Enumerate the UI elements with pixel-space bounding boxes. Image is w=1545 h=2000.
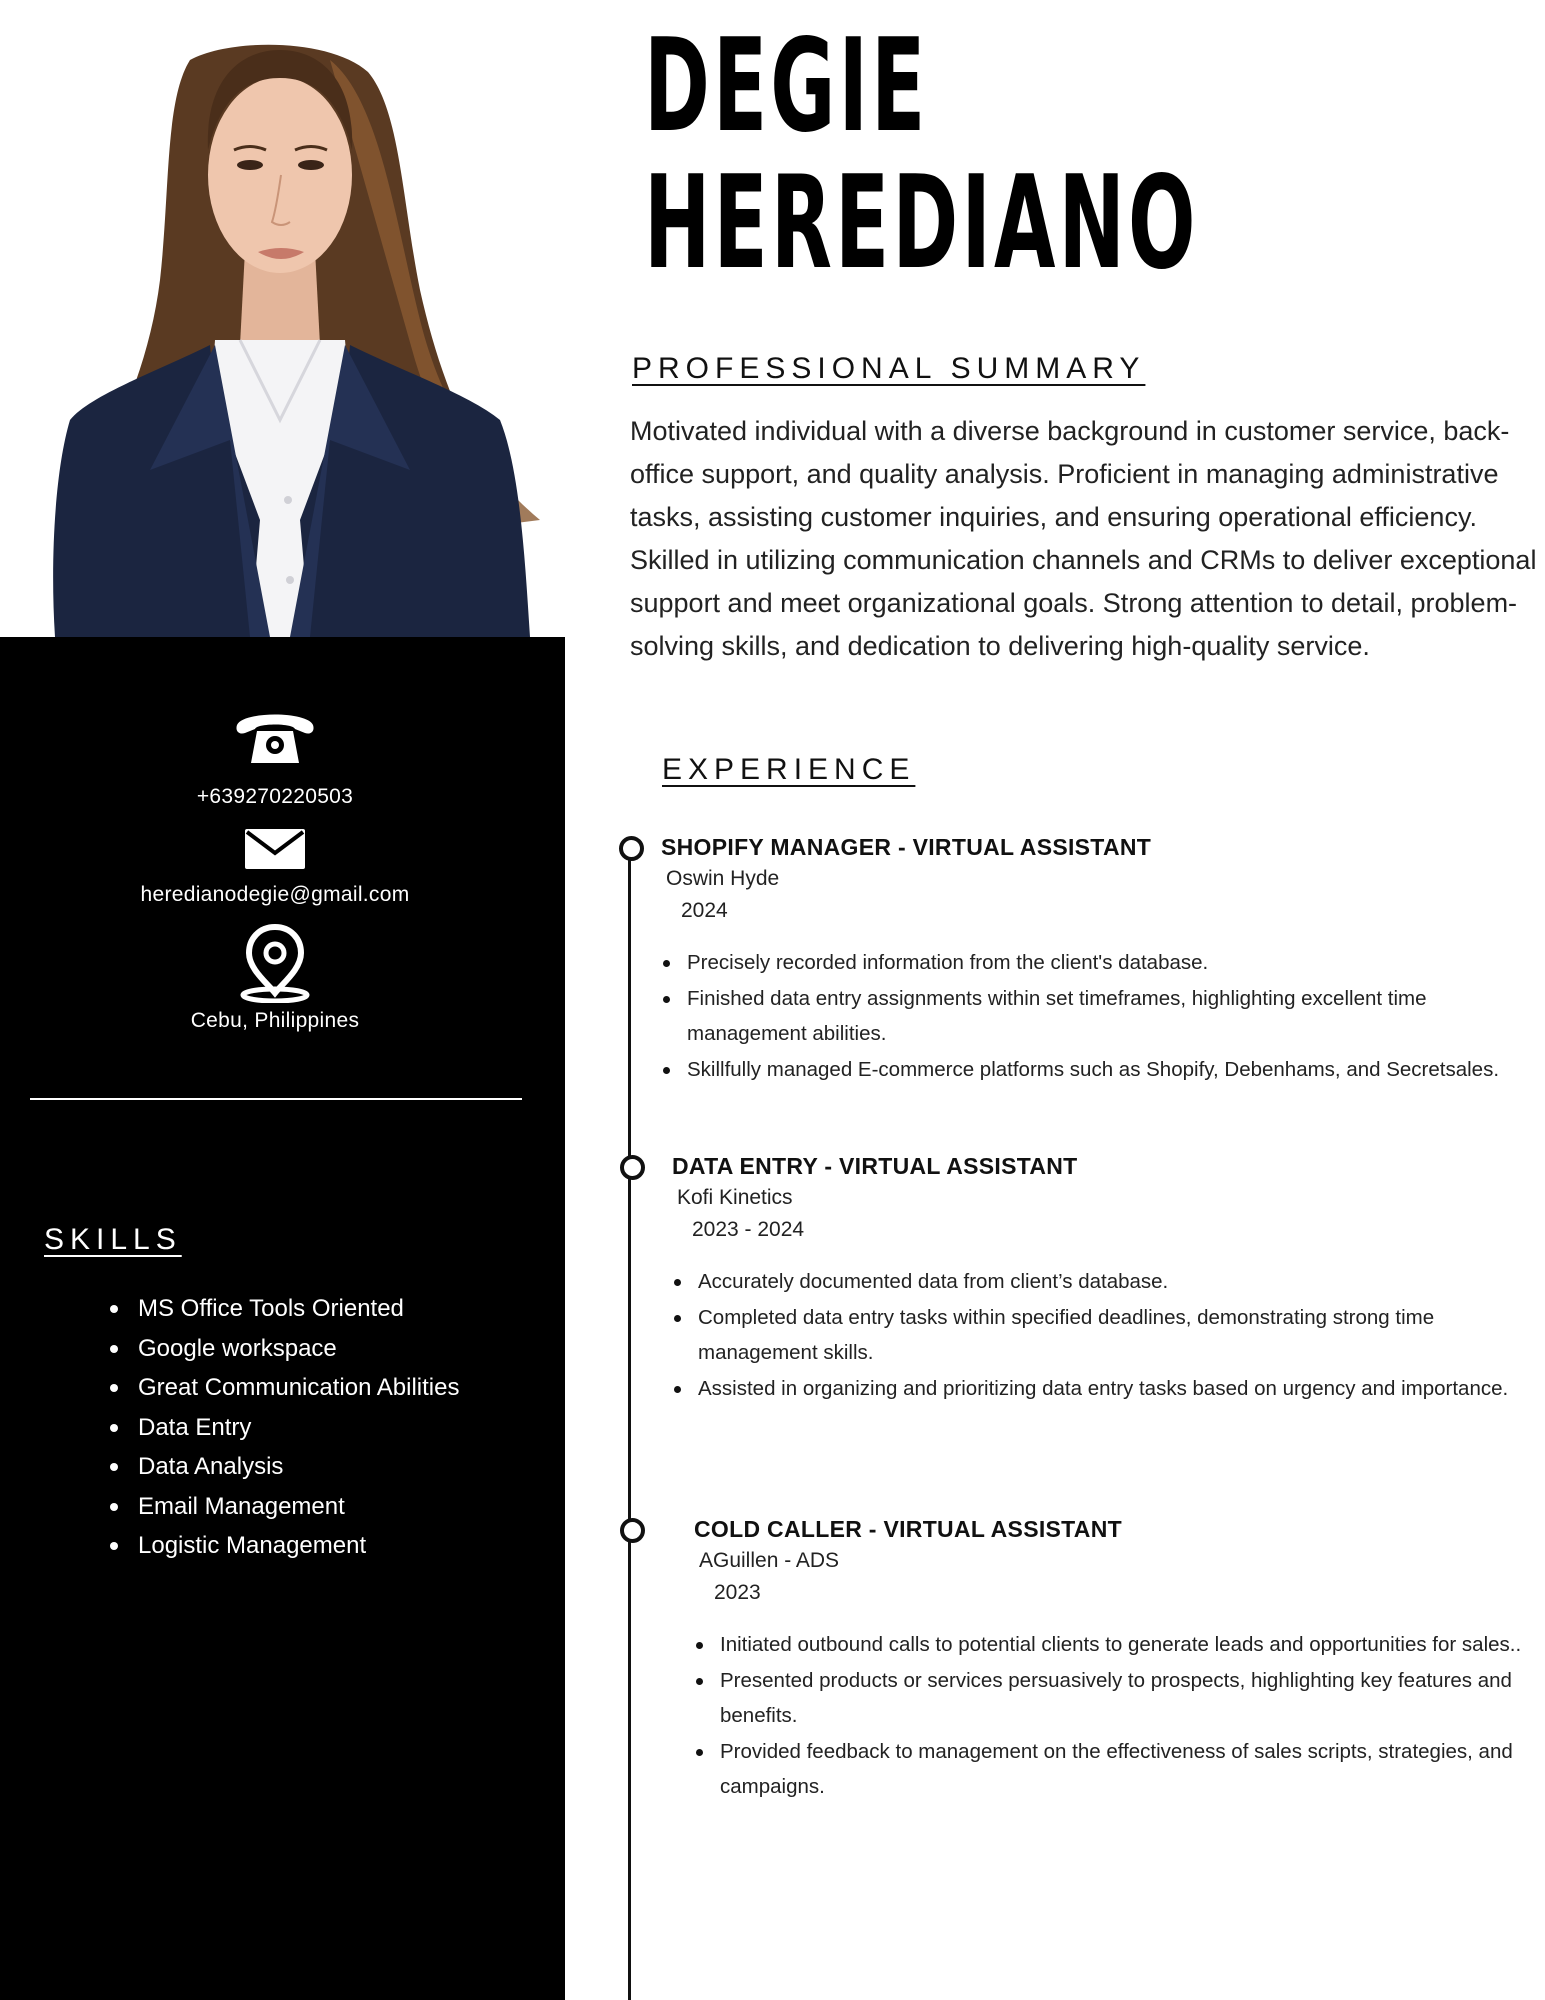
job-bullet: Skillfully managed E-commerce platforms such as Shopify, Debenhams, and Secretsales.	[661, 1052, 1541, 1088]
sidebar	[0, 637, 565, 2000]
contact-location	[0, 923, 550, 1033]
map-pin-icon	[237, 923, 313, 1003]
email-address: heredianodegie@gmail.com	[140, 883, 410, 906]
timeline-line	[628, 849, 631, 2000]
portrait-illustration	[0, 0, 562, 637]
skills-heading: SKILLS	[44, 1223, 182, 1256]
job-bullet: Provided feedback to management on the effectiveness of sales scripts, strategies, and campaigns.	[694, 1734, 1545, 1805]
skill-item: Data Analysis	[110, 1447, 510, 1487]
candidate-name	[644, 12, 1199, 298]
job-bullet: Finished data entry assignments within set timeframes, highlighting excellent time management abilities.	[661, 981, 1541, 1052]
experience-heading: EXPERIENCE	[662, 753, 916, 786]
job-company: Oswin Hyde	[666, 867, 780, 890]
timeline-dot	[619, 836, 644, 861]
job-company: AGuillen - ADS	[699, 1549, 840, 1572]
skill-item: Great Communication Abilities	[110, 1368, 510, 1408]
job-years: 2023	[714, 1581, 761, 1604]
job-bullet: Precisely recorded information from the client's database.	[661, 945, 1541, 981]
job-bullet: Completed data entry tasks within specified deadlines, demonstrating strong time management skills.	[672, 1300, 1545, 1371]
summary-text: Motivated individual with a diverse background in customer service, back-office support, and quality analysis. Proficient in managing administrative tasks, assisting customer inquiries, and ensuring operational efficiency. Skilled in utilizing communication channels and CRMs to deliver exceptional support and meet organizational goals. Strong attention to detail, problem-solving skills, and dedication to delivering high-quality service.	[630, 416, 1537, 661]
job-bullets	[694, 1627, 1545, 1805]
telephone-icon	[233, 707, 317, 765]
job-years: 2023 - 2024	[692, 1218, 805, 1241]
timeline-dot	[620, 1155, 645, 1180]
name-first: DEGIE	[644, 12, 929, 161]
job-bullet: Assisted in organizing and prioritizing data entry tasks based on urgency and importance.	[672, 1371, 1545, 1407]
profile-photo	[0, 0, 562, 637]
job-entry	[661, 834, 1541, 1087]
contact-phone	[0, 707, 550, 809]
job-entry	[672, 1153, 1545, 1406]
skill-item: Logistic Management	[110, 1526, 510, 1566]
skills-list	[110, 1289, 510, 1566]
job-title: SHOPIFY MANAGER - VIRTUAL ASSISTANT	[661, 834, 1152, 860]
job-bullet: Presented products or services persuasively to prospects, highlighting key features and benefits.	[694, 1663, 1545, 1734]
sidebar-divider	[30, 1098, 522, 1100]
job-entry	[694, 1516, 1545, 1805]
contact-email	[0, 827, 550, 907]
envelope-icon	[243, 827, 307, 871]
skill-item: Email Management	[110, 1487, 510, 1527]
timeline-dot	[620, 1518, 645, 1543]
name-last: HEREDIANO	[644, 149, 1199, 298]
job-bullets	[661, 945, 1541, 1087]
skill-item: Data Entry	[110, 1408, 510, 1448]
skill-item: MS Office Tools Oriented	[110, 1289, 510, 1329]
job-title: COLD CALLER - VIRTUAL ASSISTANT	[694, 1516, 1122, 1542]
skill-item: Google workspace	[110, 1329, 510, 1369]
job-bullet: Initiated outbound calls to potential clients to generate leads and opportunities for sales..	[694, 1627, 1545, 1663]
job-company: Kofi Kinetics	[677, 1186, 793, 1209]
job-years: 2024	[681, 899, 728, 922]
phone-number: +639270220503	[196, 785, 354, 808]
job-bullet: Accurately documented data from client’s database.	[672, 1264, 1545, 1300]
job-title: DATA ENTRY - VIRTUAL ASSISTANT	[672, 1153, 1078, 1179]
job-bullets	[672, 1264, 1545, 1406]
summary-heading: PROFESSIONAL SUMMARY	[632, 352, 1146, 385]
location-text: Cebu, Philippines	[190, 1009, 360, 1032]
